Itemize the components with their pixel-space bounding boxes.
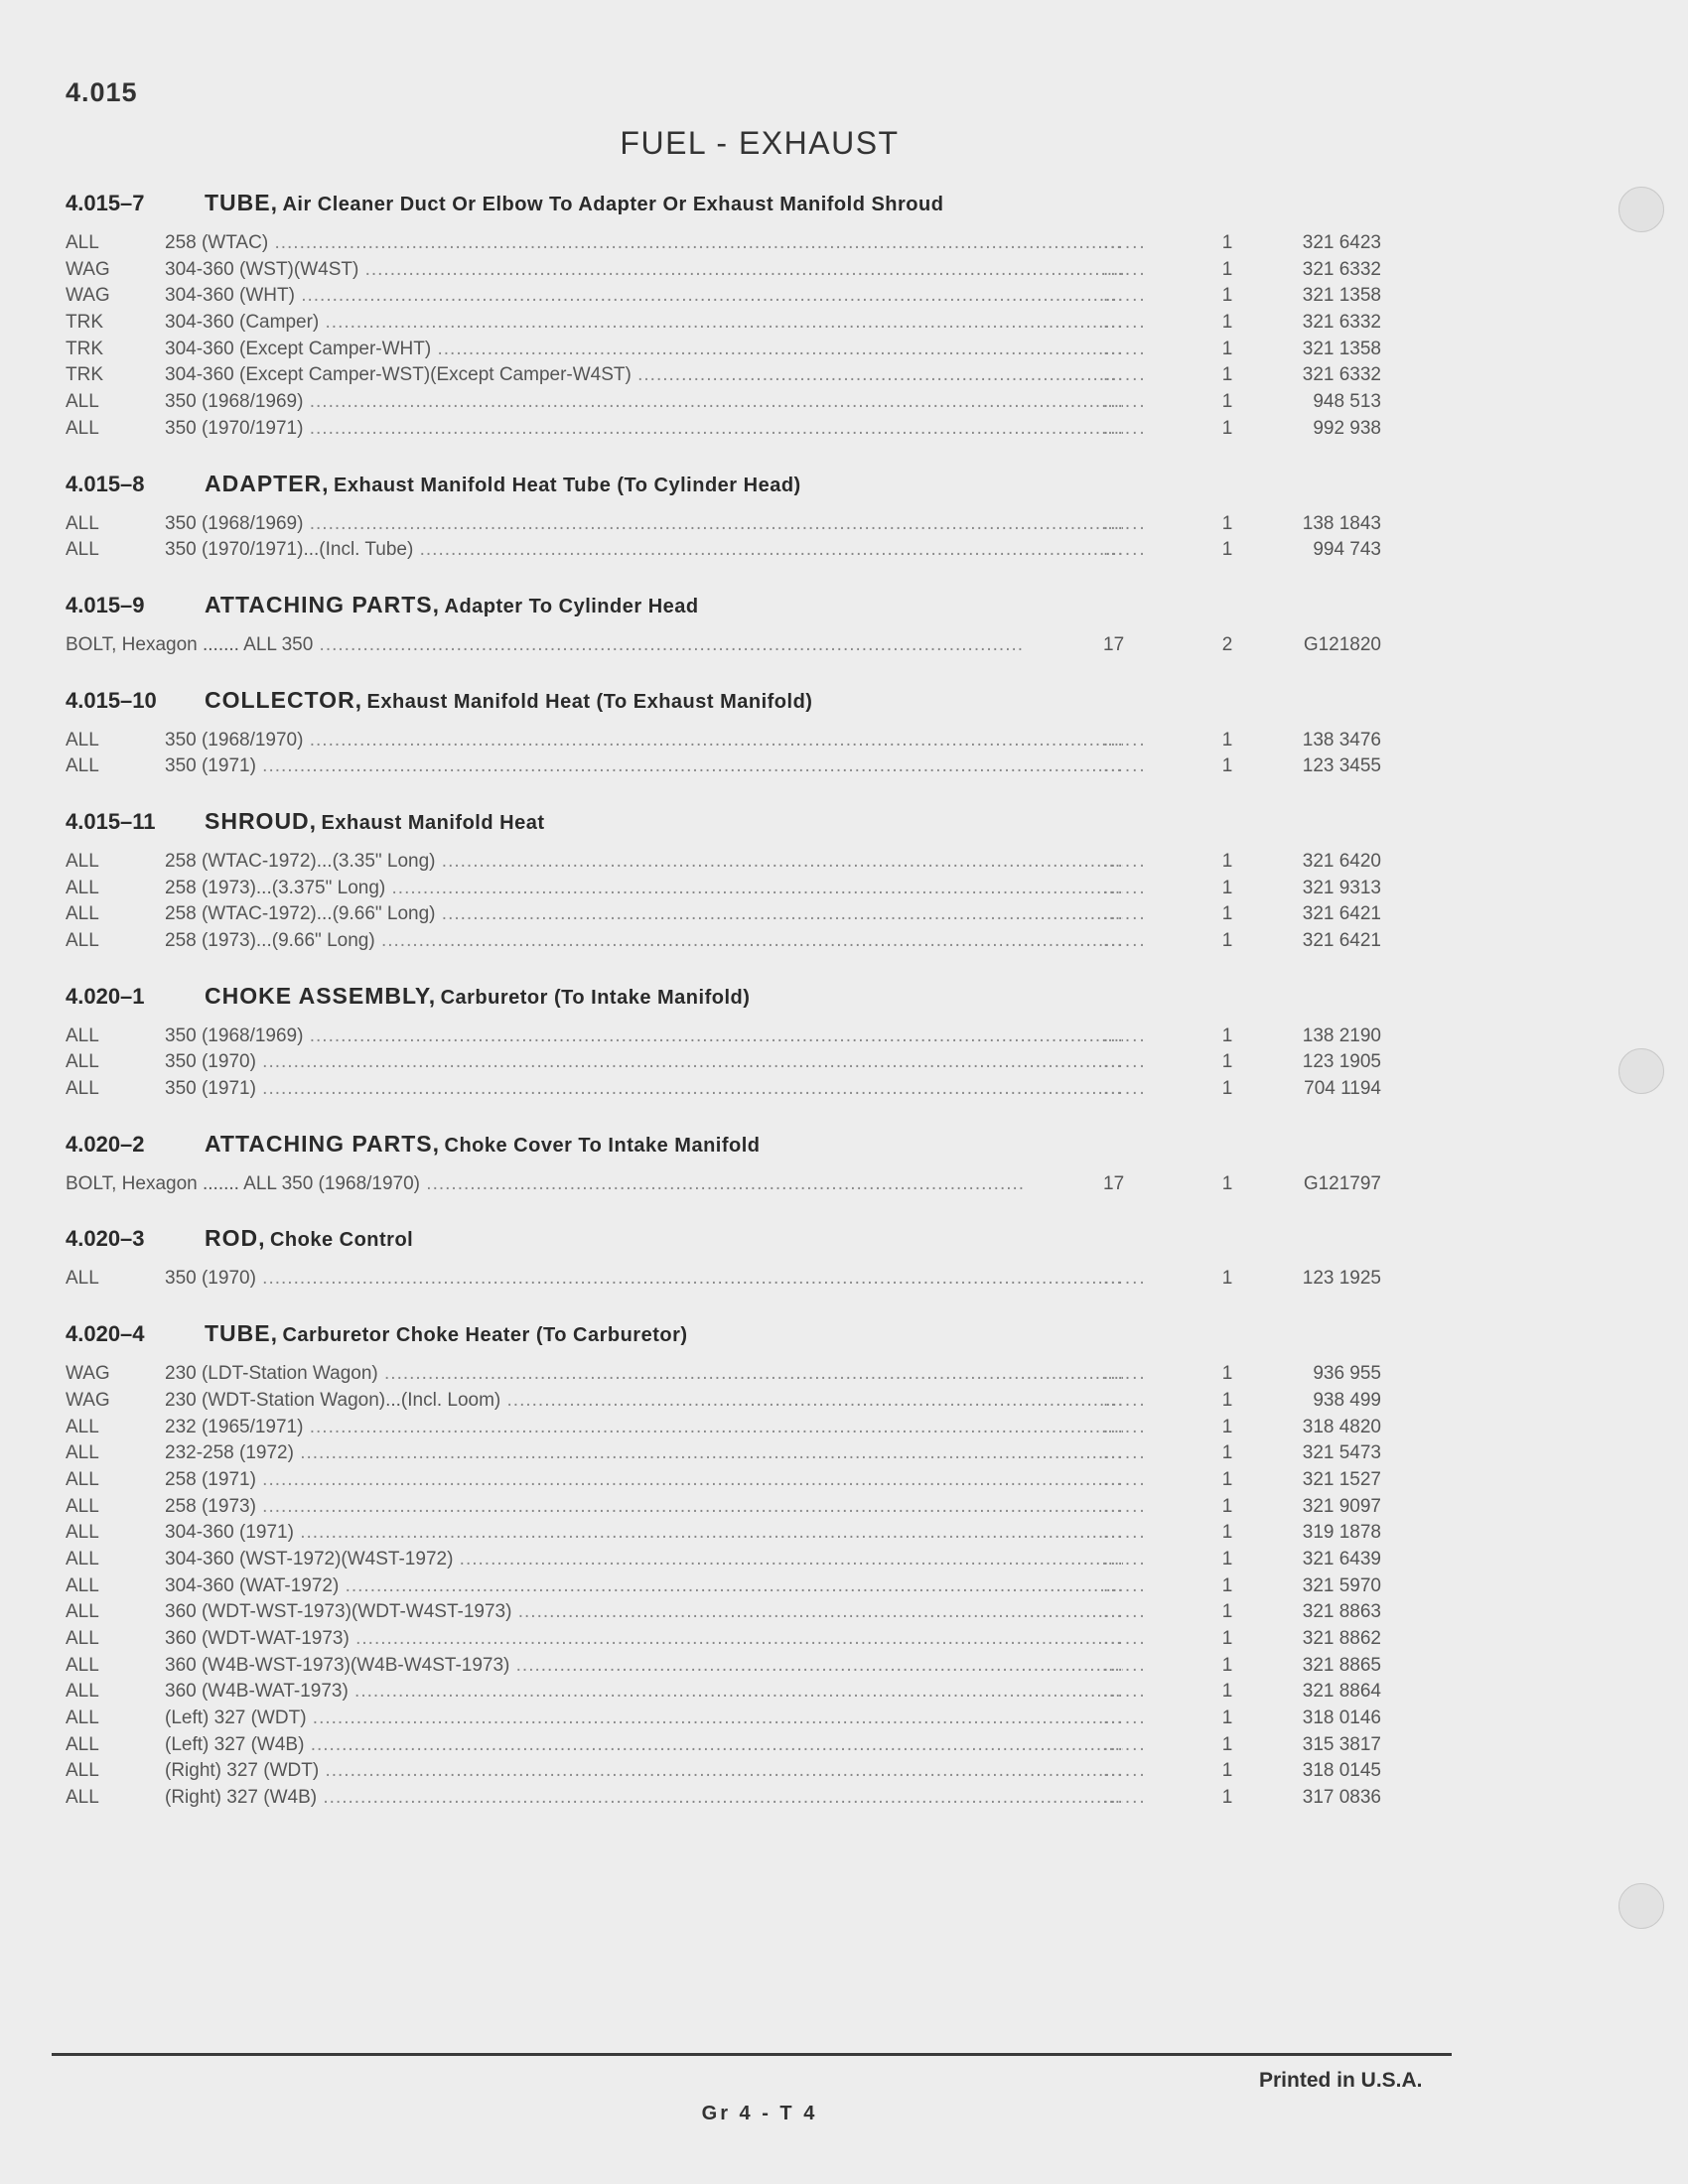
part-number: 123 1905 <box>1302 1051 1381 1073</box>
part-row <box>66 1361 1381 1388</box>
part-row <box>66 1494 1381 1521</box>
quantity: 1 <box>1221 391 1233 413</box>
part-description: (Right) 327 (W4B) ..... <box>165 1785 1123 1812</box>
section-number: 4.015–9 <box>66 592 145 617</box>
quantity: 1 <box>1221 258 1233 280</box>
quantity: 1 <box>1221 1654 1233 1676</box>
section-number: 4.015–7 <box>66 191 145 215</box>
part-description: 304-360 (WHT) ..... <box>165 283 1123 310</box>
quantity: 1 <box>1221 1681 1233 1703</box>
part-row <box>66 1626 1381 1653</box>
part-number: 321 6332 <box>1302 258 1381 280</box>
reference: ...... <box>1103 1078 1147 1100</box>
section-heading <box>66 980 1376 1012</box>
quantity: 1 <box>1221 850 1233 872</box>
part-description: 350 (1970) ..... <box>165 1266 1123 1293</box>
part-row <box>66 1785 1381 1812</box>
model-code: ALL <box>66 1468 99 1490</box>
quantity: 1 <box>1221 1051 1233 1073</box>
quantity: 1 <box>1221 877 1233 898</box>
part-row <box>66 337 1381 363</box>
part-row <box>66 257 1381 284</box>
quantity: 1 <box>1221 729 1233 751</box>
part-number: 321 1358 <box>1302 338 1381 359</box>
model-code: ALL <box>66 1628 99 1649</box>
section-heading <box>66 805 1376 837</box>
part-description: 360 (W4B-WAT-1973) ..... <box>165 1679 1123 1706</box>
reference: ...... <box>1103 1548 1147 1570</box>
section-description: Choke Cover To Intake Manifold <box>444 1134 761 1157</box>
quantity: 1 <box>1221 1733 1233 1755</box>
reference: ...... <box>1103 1522 1147 1544</box>
part-number: 321 1527 <box>1302 1468 1381 1490</box>
part-number: 321 6420 <box>1302 850 1381 872</box>
part-description: 350 (1968/1969) ..... <box>165 389 1123 416</box>
model-code: ALL <box>66 1495 99 1517</box>
page-title: FUEL - EXHAUST <box>620 125 900 161</box>
part-description: 350 (1970/1971) ..... <box>165 416 1123 443</box>
model-code: ALL <box>66 512 99 534</box>
model-code: ALL <box>66 539 99 561</box>
part-description: 304-360 (WAT-1972) ..... <box>165 1573 1123 1600</box>
parts-section <box>66 1128 1381 1198</box>
part-row <box>66 632 1381 659</box>
section-part-name: TUBE, <box>205 1320 278 1347</box>
part-number: 321 6421 <box>1302 930 1381 951</box>
part-row <box>66 728 1381 754</box>
part-row <box>66 1266 1381 1293</box>
model-code: TRK <box>66 312 103 334</box>
quantity: 1 <box>1221 338 1233 359</box>
part-number: 994 743 <box>1313 539 1381 561</box>
quantity: 2 <box>1221 633 1233 655</box>
part-row <box>66 1706 1381 1732</box>
part-row <box>66 310 1381 337</box>
part-number: G121820 <box>1303 633 1381 655</box>
section-description: Air Cleaner Duct Or Elbow To Adapter Or Exhaust Manifold Shroud <box>282 194 944 215</box>
section-heading <box>66 187 1376 218</box>
quantity: 1 <box>1221 1707 1233 1729</box>
part-description: BOLT, Hexagon ....... ALL 350 (1968/1970) ..... <box>66 1171 1024 1198</box>
part-number: 321 1358 <box>1302 285 1381 307</box>
part-row <box>66 537 1381 564</box>
quantity: 1 <box>1221 903 1233 925</box>
model-code: ALL <box>66 1654 99 1676</box>
part-row <box>66 1049 1381 1076</box>
part-number: 948 513 <box>1313 391 1381 413</box>
part-row <box>66 1076 1381 1103</box>
quantity: 1 <box>1221 232 1233 253</box>
part-number: 321 8865 <box>1302 1654 1381 1676</box>
part-number: 321 9097 <box>1302 1495 1381 1517</box>
model-code: ALL <box>66 903 99 925</box>
reference: ...... <box>1103 1760 1147 1782</box>
part-number: 321 5970 <box>1302 1574 1381 1596</box>
part-row <box>66 928 1381 955</box>
part-description: 304-360 (Except Camper-WST)(Except Camper-W4ST) ..... <box>165 362 1123 389</box>
quantity: 1 <box>1221 1416 1233 1437</box>
binder-hole <box>1618 187 1664 232</box>
section-part-name: COLLECTOR, <box>205 686 363 713</box>
quantity: 1 <box>1221 1078 1233 1100</box>
part-row <box>66 416 1381 443</box>
part-number: 321 8862 <box>1302 1628 1381 1649</box>
part-description: 350 (1971) ..... <box>165 753 1123 780</box>
quantity: 1 <box>1221 1268 1233 1290</box>
page-number: 4.015 <box>66 77 138 107</box>
reference: ...... <box>1103 1416 1147 1437</box>
part-row <box>66 1679 1381 1706</box>
model-code: ALL <box>66 1442 99 1464</box>
reference: ...... <box>1103 1363 1147 1385</box>
part-description: (Left) 327 (WDT) ..... <box>165 1706 1123 1732</box>
part-number: 315 3817 <box>1302 1733 1381 1755</box>
reference: ...... <box>1103 903 1147 925</box>
reference: 17 <box>1103 633 1125 655</box>
part-row <box>66 1547 1381 1573</box>
reference: ...... <box>1103 391 1147 413</box>
quantity: 1 <box>1221 1601 1233 1623</box>
reference: ...... <box>1103 1389 1147 1411</box>
part-number: 318 0145 <box>1302 1760 1381 1782</box>
part-description: 304-360 (1971) ..... <box>165 1520 1123 1547</box>
reference: ...... <box>1103 417 1147 439</box>
section-heading <box>66 1222 1376 1254</box>
part-row <box>66 1388 1381 1415</box>
part-description: (Right) 327 (WDT) ..... <box>165 1758 1123 1785</box>
section-description: Choke Control <box>269 1229 414 1252</box>
part-description: 350 (1970) ..... <box>165 1049 1123 1076</box>
part-row <box>66 1440 1381 1467</box>
model-code: ALL <box>66 1051 99 1073</box>
part-number: 321 8863 <box>1302 1601 1381 1623</box>
part-number: G121797 <box>1303 1172 1381 1194</box>
quantity: 1 <box>1221 539 1233 561</box>
section-part-name: ROD, <box>205 1225 266 1252</box>
model-code: ALL <box>66 1078 99 1100</box>
part-number: 138 2190 <box>1302 1024 1381 1046</box>
part-number: 123 3455 <box>1302 755 1381 777</box>
printed-in-label: Printed in U.S.A. <box>1259 2069 1423 2092</box>
part-description: 258 (WTAC-1972)...(3.35" Long) ..... <box>165 849 1123 876</box>
part-row <box>66 876 1381 902</box>
model-code: TRK <box>66 364 103 386</box>
part-row <box>66 1024 1381 1050</box>
model-code: WAG <box>66 1363 110 1385</box>
part-description: BOLT, Hexagon ....... ALL 350 ..... <box>66 632 1024 659</box>
section-description: Exhaust Manifold Heat <box>321 811 545 834</box>
part-row <box>66 753 1381 780</box>
model-code: ALL <box>66 1574 99 1596</box>
footer-rule <box>52 2053 1452 2056</box>
reference: ...... <box>1103 1628 1147 1649</box>
part-row <box>66 1573 1381 1600</box>
part-number: 123 1925 <box>1302 1268 1381 1290</box>
reference: ...... <box>1103 1601 1147 1623</box>
quantity: 1 <box>1221 1574 1233 1596</box>
parts-list <box>66 187 1381 1837</box>
part-description: 258 (1971) ..... <box>165 1467 1123 1494</box>
quantity: 1 <box>1221 1389 1233 1411</box>
reference: ...... <box>1103 729 1147 751</box>
parts-section <box>66 187 1381 443</box>
model-code: ALL <box>66 1681 99 1703</box>
model-code: ALL <box>66 850 99 872</box>
section-description: Exhaust Manifold Heat Tube (To Cylinder Head) <box>334 474 801 496</box>
part-number: 138 3476 <box>1302 729 1381 751</box>
part-description: 258 (WTAC-1972)...(9.66" Long) ..... <box>165 901 1123 928</box>
section-description: Carburetor Choke Heater (To Carburetor) <box>282 1324 688 1347</box>
parts-section <box>66 468 1381 564</box>
quantity: 1 <box>1221 312 1233 334</box>
model-code: ALL <box>66 877 99 898</box>
part-row <box>66 1758 1381 1785</box>
part-number: 138 1843 <box>1302 512 1381 534</box>
part-number: 318 0146 <box>1302 1707 1381 1729</box>
part-description: 304-360 (WST)(W4ST) ..... <box>165 257 1123 284</box>
model-code: WAG <box>66 258 110 280</box>
part-row <box>66 1415 1381 1441</box>
section-part-name: CHOKE ASSEMBLY, <box>205 982 437 1009</box>
footer-page-code: Gr 4 - T 4 <box>701 2103 818 2124</box>
quantity: 1 <box>1221 930 1233 951</box>
reference: ...... <box>1103 1574 1147 1596</box>
part-description: 304-360 (Camper) ..... <box>165 310 1123 337</box>
model-code: ALL <box>66 1024 99 1046</box>
part-row <box>66 1653 1381 1680</box>
part-description: 230 (WDT-Station Wagon)...(Incl. Loom) ..... <box>165 1388 1123 1415</box>
section-heading <box>66 1317 1376 1349</box>
section-number: 4.020–2 <box>66 1131 145 1157</box>
quantity: 1 <box>1221 1760 1233 1782</box>
section-number: 4.020–4 <box>66 1321 145 1347</box>
part-number: 321 8864 <box>1302 1681 1381 1703</box>
parts-section <box>66 684 1381 780</box>
reference: ...... <box>1103 1442 1147 1464</box>
quantity: 1 <box>1221 755 1233 777</box>
section-heading <box>66 589 1376 620</box>
part-description: (Left) 327 (W4B) ..... <box>165 1732 1123 1759</box>
quantity: 1 <box>1221 1363 1233 1385</box>
part-description: 360 (W4B-WST-1973)(W4B-W4ST-1973) ..... <box>165 1653 1123 1680</box>
model-code: ALL <box>66 417 99 439</box>
section-number: 4.020–1 <box>66 983 145 1009</box>
part-row <box>66 1467 1381 1494</box>
quantity: 1 <box>1221 1172 1233 1194</box>
model-code: ALL <box>66 1601 99 1623</box>
part-description: 258 (1973)...(9.66" Long) ..... <box>165 928 1123 955</box>
model-code: ALL <box>66 1522 99 1544</box>
quantity: 1 <box>1221 1024 1233 1046</box>
part-description: 350 (1968/1970) ..... <box>165 728 1123 754</box>
reference: ...... <box>1103 364 1147 386</box>
quantity: 1 <box>1221 512 1233 534</box>
section-part-name: ATTACHING PARTS, <box>205 1130 441 1157</box>
part-description: 350 (1968/1969) ..... <box>165 511 1123 538</box>
part-number: 317 0836 <box>1302 1787 1381 1809</box>
parts-section <box>66 980 1381 1103</box>
part-description: 360 (WDT-WAT-1973) ..... <box>165 1626 1123 1653</box>
part-number: 319 1878 <box>1302 1522 1381 1544</box>
model-code: ALL <box>66 391 99 413</box>
model-code: ALL <box>66 1733 99 1755</box>
part-number: 318 4820 <box>1302 1416 1381 1437</box>
part-number: 936 955 <box>1313 1363 1381 1385</box>
model-code: ALL <box>66 729 99 751</box>
section-number: 4.015–10 <box>66 687 157 713</box>
part-row <box>66 849 1381 876</box>
model-code: ALL <box>66 1416 99 1437</box>
part-row <box>66 389 1381 416</box>
reference: ...... <box>1103 232 1147 253</box>
part-row <box>66 230 1381 257</box>
part-row <box>66 1171 1381 1198</box>
model-code: ALL <box>66 755 99 777</box>
quantity: 1 <box>1221 1468 1233 1490</box>
reference: ...... <box>1103 1733 1147 1755</box>
model-code: ALL <box>66 930 99 951</box>
reference: ...... <box>1103 338 1147 359</box>
reference: ...... <box>1103 850 1147 872</box>
part-row <box>66 283 1381 310</box>
quantity: 1 <box>1221 1548 1233 1570</box>
part-number: 321 6423 <box>1302 232 1381 253</box>
part-description: 258 (WTAC) ..... <box>165 230 1123 257</box>
reference: ...... <box>1103 312 1147 334</box>
section-part-name: TUBE, <box>205 190 278 215</box>
part-number: 938 499 <box>1313 1389 1381 1411</box>
part-description: 230 (LDT-Station Wagon) ..... <box>165 1361 1123 1388</box>
part-number: 704 1194 <box>1304 1078 1381 1100</box>
quantity: 1 <box>1221 1628 1233 1649</box>
parts-section <box>66 1317 1381 1812</box>
quantity: 1 <box>1221 364 1233 386</box>
part-number: 992 938 <box>1313 417 1381 439</box>
reference: ...... <box>1103 1654 1147 1676</box>
parts-section <box>66 1222 1381 1293</box>
part-row <box>66 901 1381 928</box>
reference: ...... <box>1103 539 1147 561</box>
section-part-name: ADAPTER, <box>205 470 330 496</box>
reference: ...... <box>1103 1495 1147 1517</box>
section-description: Exhaust Manifold Heat (To Exhaust Manifold) <box>366 690 813 713</box>
model-code: ALL <box>66 1787 99 1809</box>
section-part-name: SHROUD, <box>205 807 318 834</box>
part-row <box>66 1520 1381 1547</box>
part-number: 321 5473 <box>1302 1442 1381 1464</box>
reference: ...... <box>1103 1681 1147 1703</box>
part-number: 321 6439 <box>1302 1548 1381 1570</box>
part-description: 360 (WDT-WST-1973)(WDT-W4ST-1973) ..... <box>165 1599 1123 1626</box>
part-number: 321 6332 <box>1302 312 1381 334</box>
model-code: ALL <box>66 1760 99 1782</box>
section-description: Carburetor (To Intake Manifold) <box>440 986 751 1009</box>
model-code: TRK <box>66 338 103 359</box>
section-number: 4.015–11 <box>66 808 156 834</box>
reference: ...... <box>1103 1468 1147 1490</box>
reference: ...... <box>1103 285 1147 307</box>
part-number: 321 6421 <box>1302 903 1381 925</box>
part-description: 304-360 (WST-1972)(W4ST-1972) ..... <box>165 1547 1123 1573</box>
section-heading <box>66 684 1376 716</box>
section-number: 4.015–8 <box>66 471 145 496</box>
binder-hole <box>1618 1883 1664 1929</box>
part-description: 258 (1973) ..... <box>165 1494 1123 1521</box>
part-description: 232 (1965/1971) ..... <box>165 1415 1123 1441</box>
section-part-name: ATTACHING PARTS, <box>205 591 441 617</box>
reference: ...... <box>1103 258 1147 280</box>
reference: ...... <box>1103 1268 1147 1290</box>
section-description: Adapter To Cylinder Head <box>444 595 699 617</box>
reference: ...... <box>1103 1787 1147 1809</box>
quantity: 1 <box>1221 1495 1233 1517</box>
section-heading <box>66 1128 1376 1160</box>
model-code: ALL <box>66 1548 99 1570</box>
model-code: WAG <box>66 1389 110 1411</box>
part-description: 232-258 (1972) ..... <box>165 1440 1123 1467</box>
part-description: 350 (1971) ..... <box>165 1076 1123 1103</box>
parts-section <box>66 589 1381 659</box>
part-row <box>66 1599 1381 1626</box>
parts-section <box>66 805 1381 955</box>
section-heading <box>66 468 1376 499</box>
model-code: ALL <box>66 1268 99 1290</box>
section-number: 4.020–3 <box>66 1226 145 1252</box>
part-row <box>66 1732 1381 1759</box>
quantity: 1 <box>1221 417 1233 439</box>
reference: 17 <box>1103 1172 1125 1194</box>
reference: ...... <box>1103 1051 1147 1073</box>
quantity: 1 <box>1221 1787 1233 1809</box>
part-row <box>66 362 1381 389</box>
quantity: 1 <box>1221 285 1233 307</box>
model-code: ALL <box>66 232 99 253</box>
part-description: 304-360 (Except Camper-WHT) ..... <box>165 337 1123 363</box>
reference: ...... <box>1103 930 1147 951</box>
part-description: 258 (1973)...(3.375" Long) ..... <box>165 876 1123 902</box>
reference: ...... <box>1103 877 1147 898</box>
quantity: 1 <box>1221 1522 1233 1544</box>
reference: ...... <box>1103 1024 1147 1046</box>
reference: ...... <box>1103 1707 1147 1729</box>
reference: ...... <box>1103 512 1147 534</box>
part-number: 321 6332 <box>1302 364 1381 386</box>
model-code: ALL <box>66 1707 99 1729</box>
part-description: 350 (1968/1969) ..... <box>165 1024 1123 1050</box>
binder-hole <box>1618 1048 1664 1094</box>
part-row <box>66 511 1381 538</box>
part-description: 350 (1970/1971)...(Incl. Tube) ..... <box>165 537 1123 564</box>
reference: ...... <box>1103 755 1147 777</box>
part-number: 321 9313 <box>1302 877 1381 898</box>
quantity: 1 <box>1221 1442 1233 1464</box>
model-code: WAG <box>66 285 110 307</box>
